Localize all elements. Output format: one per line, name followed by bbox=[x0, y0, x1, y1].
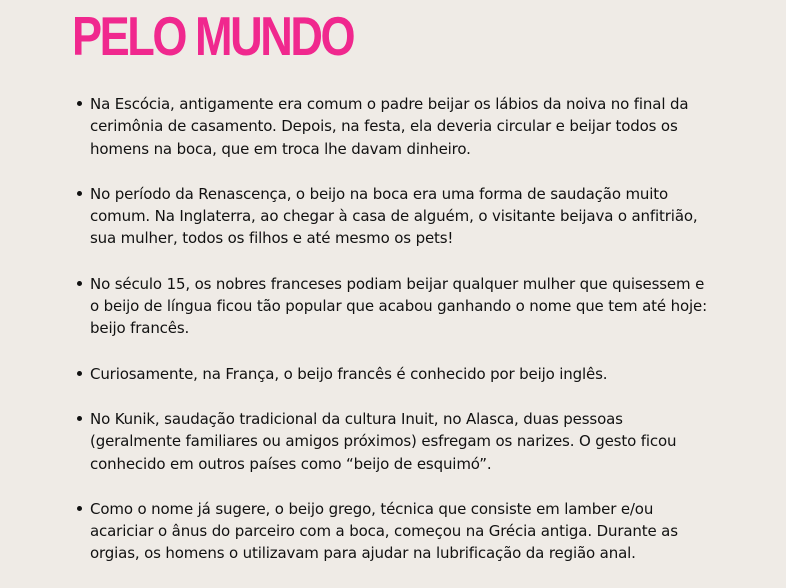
list-item-text: Curiosamente, na França, o beijo francês é conhecido por beijo inglês. bbox=[90, 364, 608, 383]
list-item bbox=[72, 93, 712, 160]
list-item-text: Na Escócia, antigamente era comum o padre beijar os lábios da noiva no final da cerimônia de casamento. Depois, na festa, ela deveria circular e beijar todos os homens na boca, que em troca lhe davam dinheiro. bbox=[90, 95, 689, 158]
page-title: PELO MUNDO bbox=[72, 5, 354, 67]
list-item-text: No período da Renascença, o beijo na boca era uma forma de saudação muito comum. Na Inglaterra, ao chegar à casa de alguém, o visitante beijava o anfitrião, sua mulher, todos os filhos e até mesmo os pets! bbox=[90, 184, 698, 248]
bullet-icon bbox=[77, 191, 82, 196]
facts-list bbox=[72, 93, 712, 588]
bullet-icon bbox=[77, 371, 82, 376]
list-item bbox=[72, 273, 712, 340]
bullet-icon bbox=[77, 506, 82, 511]
bullet-icon bbox=[77, 101, 82, 106]
bullet-icon bbox=[77, 416, 82, 421]
list-item-text: Como o nome já sugere, o beijo grego, técnica que consiste em lamber e/ou acariciar o ânus do parceiro com a boca, começou na Grécia antiga. Durante as orgias, os homens o utilizavam para ajudar na lubrificação da região anal. bbox=[90, 499, 678, 563]
bullet-icon bbox=[77, 281, 82, 286]
list-item bbox=[72, 363, 712, 385]
list-item bbox=[72, 408, 712, 475]
list-item bbox=[72, 498, 712, 565]
list-item bbox=[72, 183, 712, 250]
list-item-text: No Kunik, saudação tradicional da cultura Inuit, no Alasca, duas pessoas (geralmente familiares ou amigos próximos) esfregam os narizes. O gesto ficou conhecido em outros países como “beijo de esquimó”. bbox=[90, 409, 677, 473]
list-item-text: No século 15, os nobres franceses podiam beijar qualquer mulher que quisessem e o beijo de língua ficou tão popular que acabou ganhando o nome que tem até hoje: beijo francês. bbox=[90, 274, 707, 338]
